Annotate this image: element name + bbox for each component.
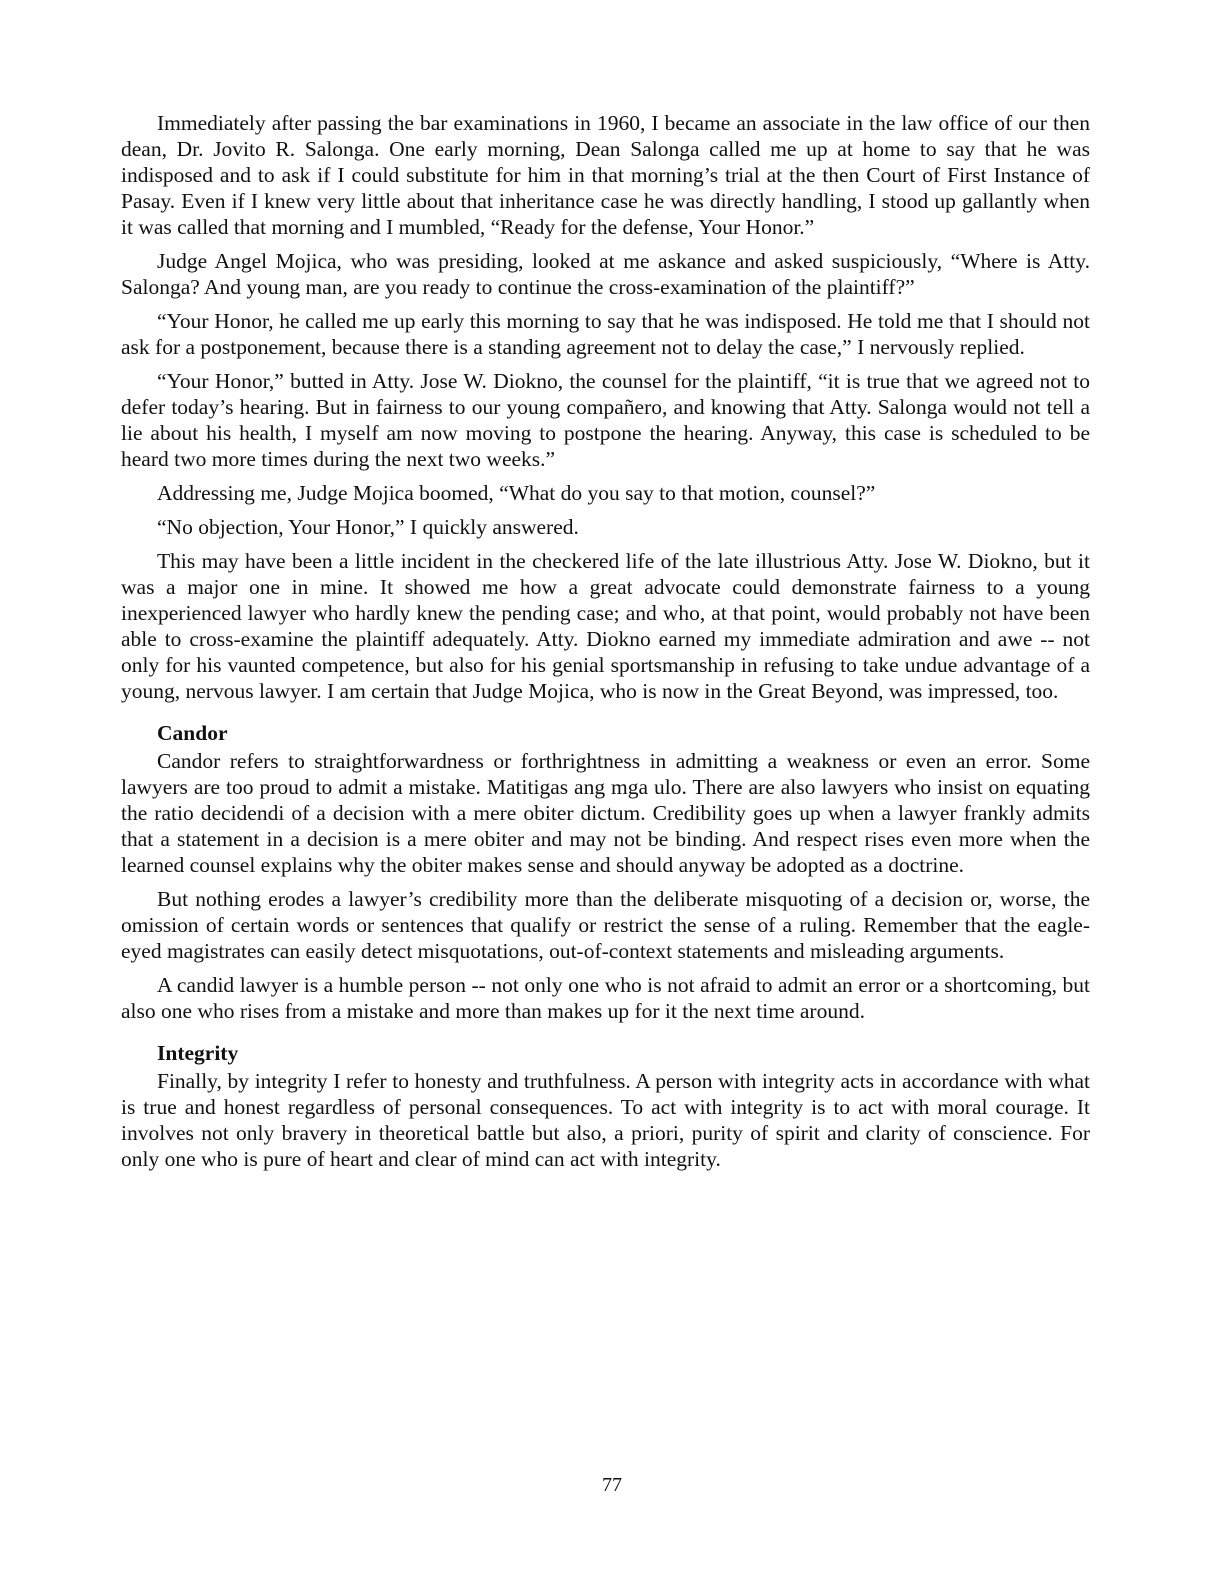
paragraph: This may have been a little incident in the checkered life of the late illustrious Atty. Jose W. Diokno, but it was a major one in mine. It showed me how a great advocate could demonstrate fairness to a young inexperienced lawyer who hardly knew the pending case; and who, at that point, would probably not have been able to cross-examine the plaintiff adequately. Atty. Diokno earned my immediate admiration and awe -- not only for his vaunted competence, but also for his genial sportsmanship in refusing to take undue advantage of a young, nervous lawyer. I am certain that Judge Mojica, who is now in the Great Beyond, was impressed, too. — [121, 549, 1090, 703]
page-number: 77 — [602, 1474, 622, 1496]
paragraph: “No objection, Your Honor,” I quickly answered. — [157, 515, 579, 539]
paragraph: A candid lawyer is a humble person -- not only one who is not afraid to admit an error or a shortcoming, but also one who rises from a mistake and more than makes up for it the next time around. — [121, 973, 1090, 1023]
section-heading-integrity: Integrity — [157, 1041, 239, 1065]
paragraph: “Your Honor,” butted in Atty. Jose W. Diokno, the counsel for the plaintiff, “it is true that we agreed not to defer today’s hearing. But in fairness to our young compañero, and knowing that Atty. Salonga would not tell a lie about his health, I myself am now moving to postpone the hearing. Anyway, this case is scheduled to be heard two more times during the next two weeks.” — [121, 369, 1090, 471]
paragraph: Immediately after passing the bar examinations in 1960, I became an associate in the law office of our then dean, Dr. Jovito R. Salonga. One early morning, Dean Salonga called me up at home to say that he was indisposed and to ask if I could substitute for him in that morning’s trial at the then Court of First Instance of Pasay. Even if I knew very little about that inheritance case he was directly handling, I stood up gallantly when it was called that morning and I mumbled, “Ready for the defense, Your Honor.” — [121, 111, 1090, 239]
paragraph: Judge Angel Mojica, who was presiding, looked at me askance and asked suspiciously, “Where is Atty. Salonga? And young man, are you ready to continue the cross-examination of the plaintiff?” — [121, 249, 1090, 299]
document-body — [121, 110, 1090, 1180]
paragraph: Finally, by integrity I refer to honesty and truthfulness. A person with integrity acts in accordance with what is true and honest regardless of personal consequences. To act with integrity is to act with moral courage. It involves not only bravery in theoretical battle but also, a priori, purity of spirit and clarity of conscience. For only one who is pure of heart and clear of mind can act with integrity. — [121, 1069, 1090, 1171]
paragraph: But nothing erodes a lawyer’s credibility more than the deliberate misquoting of a decision or, worse, the omission of certain words or sentences that qualify or restrict the sense of a ruling. Remember that the eagle-eyed magistrates can easily detect misquotations, out-of-context statements and misleading arguments. — [121, 887, 1090, 963]
paragraph: Addressing me, Judge Mojica boomed, “What do you say to that motion, counsel?” — [157, 481, 876, 505]
section-heading-candor: Candor — [157, 721, 228, 745]
paragraph: “Your Honor, he called me up early this morning to say that he was indisposed. He told me that I should not ask for a postponement, because there is a standing agreement not to delay the case,” I nervously replied. — [121, 309, 1090, 359]
paragraph: Candor refers to straightforwardness or forthrightness in admitting a weakness or even an error. Some lawyers are too proud to admit a mistake. Matitigas ang mga ulo. There are also lawyers who insist on equating the ratio decidendi of a decision with a mere obiter dictum. Credibility goes up when a lawyer frankly admits that a statement in a decision is a mere obiter and may not be binding. And respect rises even more when the learned counsel explains why the obiter makes sense and should anyway be adopted as a doctrine. — [121, 749, 1090, 877]
